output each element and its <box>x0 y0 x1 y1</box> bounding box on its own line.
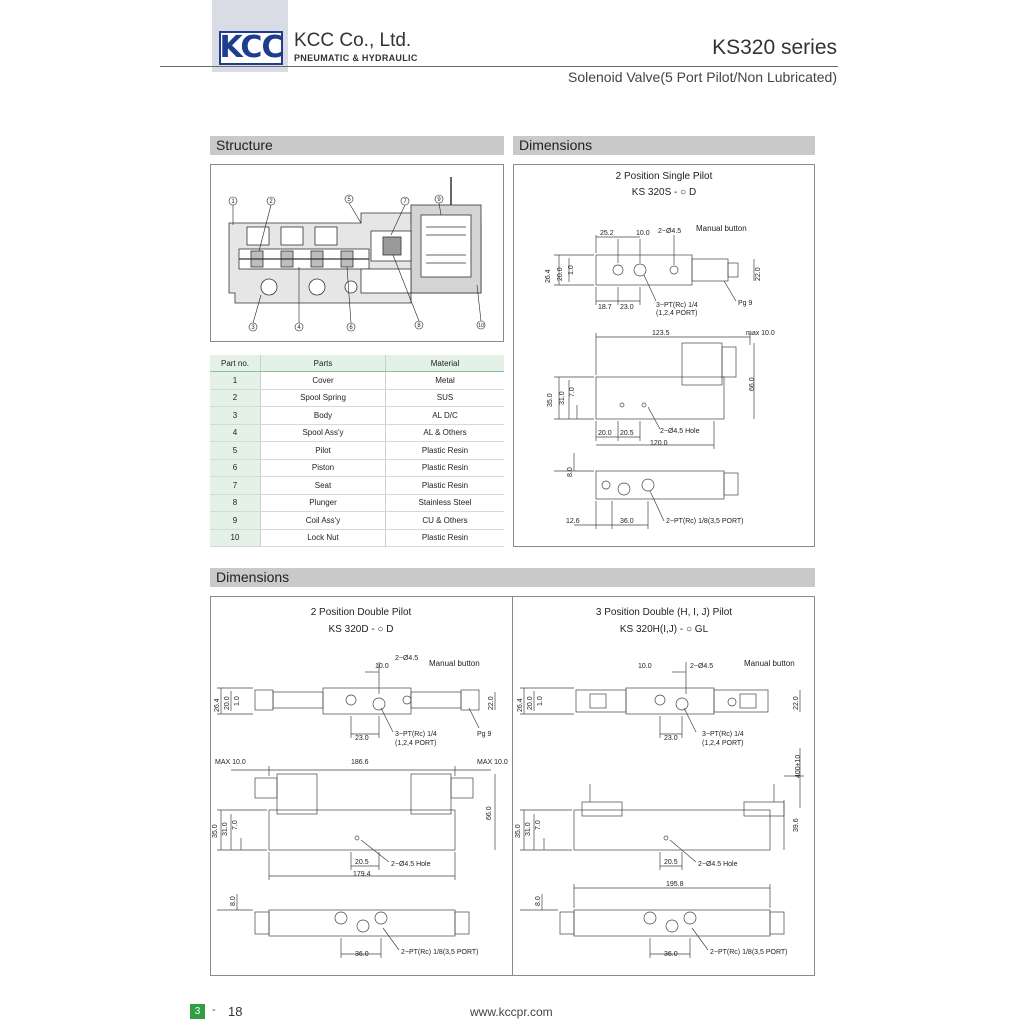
part-material: Plastic Resin <box>386 459 505 477</box>
part-no: 10 <box>210 529 261 547</box>
dim-label: 12.6 <box>566 518 580 525</box>
structure-cross-section <box>211 165 503 341</box>
dim-label: 66.0 <box>749 377 756 391</box>
double-pilot-drawing <box>211 648 511 974</box>
dim-label: 35.0 <box>547 393 554 407</box>
part-material: Metal <box>386 372 505 390</box>
section-dimensions-top: Dimensions <box>513 136 815 155</box>
dim-label: 23.0 <box>620 304 634 311</box>
dim-label: 8.0 <box>567 467 574 477</box>
dim-label: 2−Ø4.5 <box>395 655 419 662</box>
dim-label: 31.0 <box>222 822 229 836</box>
parts-table <box>210 355 504 547</box>
three-position-model: KS 320H(I,J) - ○ GL <box>619 624 709 635</box>
dim-label: 400±10 <box>795 754 802 778</box>
three-position-title: 3 Position Double (H, I, J) Pilot <box>595 607 733 618</box>
part-name: Seat <box>261 477 386 495</box>
website-link[interactable]: www.kccpr.com <box>470 1005 553 1019</box>
dim-label: Manual button <box>696 224 747 233</box>
double-pilot-title: 2 Position Double Pilot <box>310 607 412 618</box>
dim-label: 120.0 <box>650 440 668 447</box>
dim-label: 20.0 <box>598 430 612 437</box>
header-part-no: Part no. <box>210 355 261 372</box>
dim-label: 20.5 <box>664 859 678 866</box>
panel-divider <box>512 597 513 975</box>
section-structure: Structure <box>210 136 504 155</box>
header-material: Material <box>386 355 505 372</box>
dim-label: 2−PT(Rc) 1/8(3,5 PORT) <box>710 949 788 956</box>
part-material: SUS <box>386 389 505 407</box>
dim-label: 23.0 <box>664 735 678 742</box>
dim-label: 20.5 <box>620 430 634 437</box>
logo-text: KCC <box>219 30 283 65</box>
table-row <box>210 512 504 530</box>
dim-label: 39.6 <box>793 818 800 832</box>
table-row <box>210 424 504 442</box>
single-pilot-model: KS 320S - ○ D <box>631 187 697 198</box>
part-name: Spool Ass'y <box>261 424 386 442</box>
dim-label: 2−Ø4.5 <box>690 663 714 670</box>
section-dimensions-bottom: Dimensions <box>210 568 815 587</box>
callout-7: 7 <box>403 199 407 205</box>
dim-label: (1,2,4 PORT) <box>656 310 698 317</box>
chapter-badge: 3 <box>190 1004 205 1019</box>
dim-label: 26.4 <box>517 698 524 712</box>
dim-label: Pg 9 <box>477 731 492 738</box>
dim-label: 179.4 <box>353 871 371 878</box>
callout-1: 1 <box>231 199 235 205</box>
dim-label: 2−Ø4.5 Hole <box>660 428 700 435</box>
dim-label: 1.0 <box>234 696 241 706</box>
dim-label: (1,2,4 PORT) <box>395 740 437 747</box>
table-row <box>210 389 504 407</box>
dim-label: 31.0 <box>559 391 566 405</box>
callout-2: 2 <box>269 199 273 205</box>
callout-6: 6 <box>349 325 353 331</box>
three-position-drawing <box>514 648 814 974</box>
dim-label: max 10.0 <box>746 330 775 337</box>
part-name: Coil Ass'y <box>261 512 386 530</box>
dim-label: 20.0 <box>557 267 564 281</box>
dim-label: (1,2,4 PORT) <box>702 740 744 747</box>
dim-label: 3−PT(Rc) 1/4 <box>656 302 698 309</box>
dim-label: 22.0 <box>755 267 762 281</box>
part-name: Plunger <box>261 494 386 512</box>
part-name: Lock Nut <box>261 529 386 547</box>
company-tagline: PNEUMATIC & HYDRAULIC <box>294 53 418 63</box>
dim-label: 2−PT(Rc) 1/8(3,5 PORT) <box>666 518 744 525</box>
dim-label: 36.0 <box>620 518 634 525</box>
dim-label: Pg 9 <box>738 300 753 307</box>
dim-label: 2−Ø4.5 Hole <box>391 861 431 868</box>
single-pilot-drawing <box>514 215 814 545</box>
dim-label: 66.0 <box>486 806 493 820</box>
part-material: Plastic Resin <box>386 477 505 495</box>
dim-label: Manual button <box>744 659 795 668</box>
dim-label: Manual button <box>429 659 480 668</box>
part-name: Cover <box>261 372 386 390</box>
dim-label: 35.0 <box>212 824 219 838</box>
part-no: 4 <box>210 424 261 442</box>
dim-label: 23.0 <box>355 735 369 742</box>
table-row <box>210 529 504 547</box>
dim-label: 35.0 <box>515 824 522 838</box>
dim-label: 26.4 <box>545 269 552 283</box>
page-separator: - <box>212 1004 216 1016</box>
callout-5: 5 <box>347 197 351 203</box>
part-no: 9 <box>210 512 261 530</box>
part-no: 7 <box>210 477 261 495</box>
part-material: CU & Others <box>386 512 505 530</box>
part-no: 6 <box>210 459 261 477</box>
dim-label: MAX 10.0 <box>215 759 246 766</box>
structure-drawing-panel <box>210 164 504 342</box>
table-row <box>210 372 504 390</box>
callout-8: 8 <box>417 323 421 329</box>
callout-3: 3 <box>251 325 255 331</box>
part-no: 2 <box>210 389 261 407</box>
table-row <box>210 494 504 512</box>
dim-label: 195.8 <box>666 881 684 888</box>
dim-label: 31.0 <box>525 822 532 836</box>
dim-label: 186.6 <box>351 759 369 766</box>
part-no: 1 <box>210 372 261 390</box>
callout-4: 4 <box>297 325 301 331</box>
dim-label: 3−PT(Rc) 1/4 <box>702 731 744 738</box>
dim-label: 10.0 <box>638 663 652 670</box>
part-name: Spool Spring <box>261 389 386 407</box>
dim-label: 7.0 <box>232 820 239 830</box>
dim-label: 2−Ø4.5 Hole <box>698 861 738 868</box>
part-material: Stainless Steel <box>386 494 505 512</box>
dim-label: 7.0 <box>569 387 576 397</box>
part-name: Body <box>261 407 386 425</box>
part-no: 8 <box>210 494 261 512</box>
callout-10: 10 <box>478 323 484 329</box>
dim-label: 20.5 <box>355 859 369 866</box>
dim-label: 10.0 <box>375 663 389 670</box>
dim-label: 20.0 <box>527 696 534 710</box>
header-divider <box>160 66 838 67</box>
dim-label: 123.5 <box>652 330 670 337</box>
dim-label: 22.0 <box>488 696 495 710</box>
part-material: Plastic Resin <box>386 442 505 460</box>
table-row <box>210 459 504 477</box>
dim-label: 36.0 <box>355 951 369 958</box>
parts-table-header <box>210 355 504 372</box>
dim-label: 2−Ø4.5 <box>658 228 682 235</box>
table-row <box>210 477 504 495</box>
single-pilot-title: 2 Position Single Pilot <box>615 171 713 182</box>
page-subtitle: Solenoid Valve(5 Port Pilot/Non Lubricated) <box>567 69 837 85</box>
dim-label: 36.0 <box>664 951 678 958</box>
dim-label: 1.0 <box>568 265 575 275</box>
dim-label: 7.0 <box>535 820 542 830</box>
part-no: 5 <box>210 442 261 460</box>
table-row <box>210 442 504 460</box>
dim-label: 1.0 <box>537 696 544 706</box>
part-material: AL & Others <box>386 424 505 442</box>
dim-label: 10.0 <box>636 230 650 237</box>
dim-label: 20.0 <box>224 696 231 710</box>
part-name: Piston <box>261 459 386 477</box>
header-parts: Parts <box>261 355 386 372</box>
dim-label: 26.4 <box>214 698 221 712</box>
page-number: 18 <box>228 1004 243 1019</box>
dim-label: 2−PT(Rc) 1/8(3,5 PORT) <box>401 949 479 956</box>
dim-label: 3−PT(Rc) 1/4 <box>395 731 437 738</box>
dim-label: 8.0 <box>230 896 237 906</box>
double-pilot-model: KS 320D - ○ D <box>328 624 394 635</box>
part-material: AL D/C <box>386 407 505 425</box>
dim-label: 8.0 <box>535 896 542 906</box>
dim-label: 22.0 <box>793 696 800 710</box>
part-name: Pilot <box>261 442 386 460</box>
callout-9: 9 <box>437 197 441 203</box>
dim-label: MAX 10.0 <box>477 759 508 766</box>
company-name: KCC Co., Ltd. <box>294 30 412 51</box>
table-row <box>210 407 504 425</box>
part-material: Plastic Resin <box>386 529 505 547</box>
series-title: KS320 series <box>712 36 837 59</box>
dim-label: 18.7 <box>598 304 612 311</box>
dim-label: 25.2 <box>600 230 614 237</box>
part-no: 3 <box>210 407 261 425</box>
